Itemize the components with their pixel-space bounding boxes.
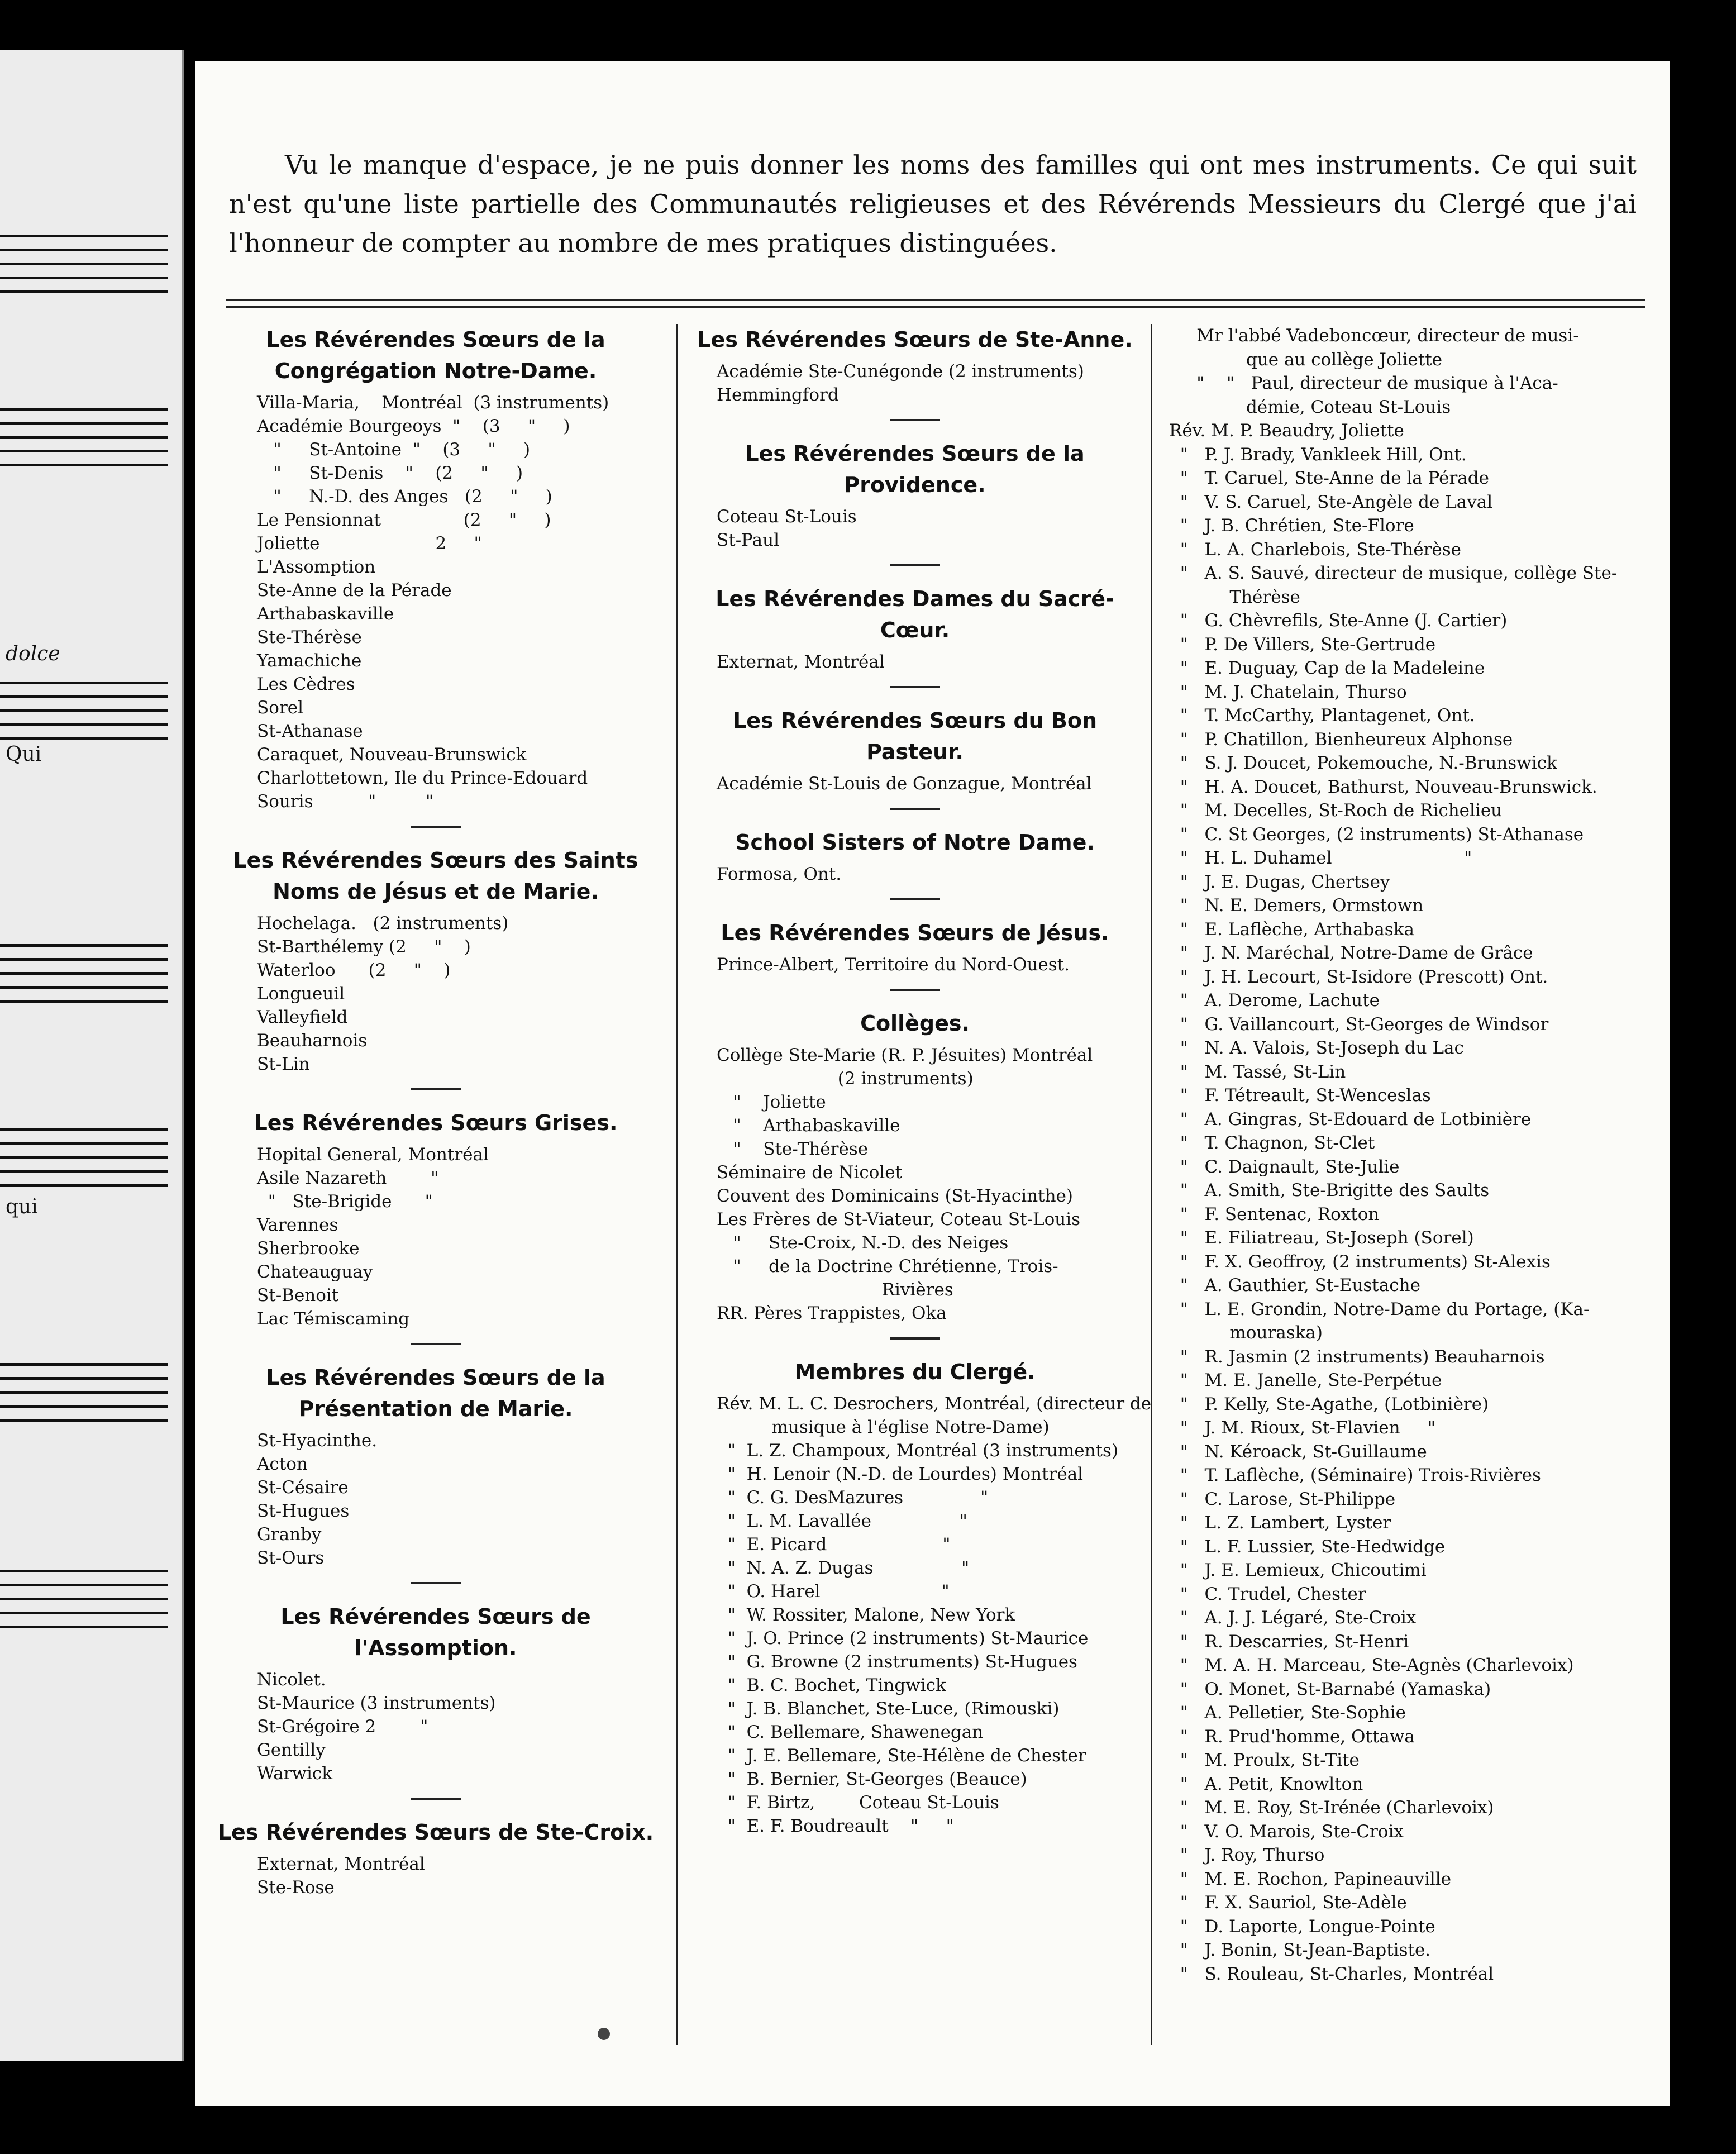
section-divider [411,1582,461,1584]
list-item: Warwick [257,1764,333,1784]
list-item: Externat, Montréal [257,1854,425,1874]
clergy-entry: " F. X. Sauriol, Ste-Adèle [1169,1893,1407,1913]
clergy-entry: " J. M. Rioux, St-Flavien " [1169,1418,1436,1438]
music-staff [0,944,168,1014]
clergy-entry: " E. Duguay, Cap de la Madeleine [1169,658,1485,678]
clergy-entry: " E. Filiatreau, St-Joseph (Sorel) [1169,1228,1474,1248]
list-item: Les Frères de St-Viateur, Coteau St-Louis [717,1209,1081,1230]
list-item: St-Benoit [257,1285,339,1305]
list-item: Sorel [257,698,303,718]
list-item: Hochelaga. (2 instruments) [257,913,509,933]
list-item: St-Ours [257,1548,325,1568]
list-item: " E. F. Boudreault " " [717,1816,954,1836]
intro-text: Vu le manque d'espace, je ne puis donner les noms des familles qui ont mes instruments. Ce qui suit n'est qu'une liste partielle des Communautés religieuses et des Révérends Messieurs du Clergé que j'ai l'honneur de compter au nombre de mes pratiques distinguées. [229,150,1637,258]
list-item: Villa-Maria, Montréal (3 instruments) [257,393,609,413]
clergy-entry: " M. Tassé, St-Lin [1169,1061,1346,1082]
intro-paragraph [229,145,1637,263]
clergy-entry: " A. Gauthier, St-Eustache [1169,1275,1420,1295]
list-item: Ste-Anne de la Pérade [257,580,452,601]
list-item: St-Barthélemy (2 " ) [257,937,471,957]
clergy-entry: " P. Chatillon, Bienheureux Alphonse [1169,729,1513,750]
column-colleges-clergy [676,324,1152,2045]
list-item: Waterloo (2 " ) [257,960,451,980]
clergy-entry: " T. Caruel, Ste-Anne de la Pérade [1169,468,1489,488]
clergy-entry: " " Paul, directeur de musique à l'Aca- [1169,373,1558,393]
section-heading: Les Révérendes Sœurs Grises. [254,1111,618,1135]
list-item: Caraquet, Nouveau-Brunswick [257,745,527,765]
list-item: Académie Bourgeoys " (3 " ) [257,416,570,436]
column-clergy-list [1151,324,1655,2045]
list-item: " Joliette [717,1092,826,1112]
section-heading: Les Révérendes Sœurs de l'Assomption. [280,1604,591,1660]
section-heading: Les Révérendes Sœurs de la Providence. [745,441,1085,497]
clergy-entry: " M. Decelles, St-Roch de Richelieu [1169,800,1503,821]
list-item: St-Lin [257,1054,310,1074]
list-item: Arthabaskaville [257,604,394,624]
clergy-entry: " J. Bonin, St-Jean-Baptiste. [1169,1940,1431,1960]
clergy-entry: " M. J. Chatelain, Thurso [1169,682,1407,702]
list-item: " Arthabaskaville [717,1116,900,1136]
music-staff [0,1570,168,1640]
section-divider [411,1798,461,1800]
clergy-entry: " J. H. Lecourt, St-Isidore (Prescott) Ont. [1169,966,1548,987]
community-section [678,917,1152,991]
clergy-entry: " R. Descarries, St-Henri [1169,1631,1409,1652]
list-item: (2 instruments) [717,1069,974,1089]
list-item: Coteau St-Louis [717,507,857,527]
section-heading: School Sisters of Notre Dame. [735,830,1095,855]
column-communities [195,324,676,1916]
section-heading: Membres du Clergé. [794,1360,1036,1384]
clergy-entry: " J. E. Dugas, Chertsey [1169,871,1390,892]
music-marking: dolce [6,642,60,665]
list-item: " C. G. DesMazures " [717,1488,989,1508]
document-page [195,61,1670,2106]
list-item: Externat, Montréal [717,652,885,672]
clergy-entry: " V. S. Caruel, Ste-Angèle de Laval [1169,492,1493,512]
clergy-entry: " P. Kelly, Ste-Agathe, (Lotbinière) [1169,1394,1489,1414]
music-staff [0,408,168,478]
list-item: Académie Ste-Cunégonde (2 instruments) [717,361,1084,382]
list-item: " St-Antoine " (3 " ) [257,440,531,460]
section-heading: Les Révérendes Sœurs de la Congrégation Notre-Dame. [266,327,605,383]
section-heading: Les Révérendes Sœurs des Saints Noms de Jésus et de Marie. [233,848,638,904]
list-item: St-Hugues [257,1501,350,1521]
section-heading: Les Révérendes Sœurs de la Présentation de Marie. [266,1365,605,1421]
clergy-entry: " H. A. Doucet, Bathurst, Nouveau-Brunswick. [1169,776,1597,797]
list-item: " L. M. Lavallée " [717,1511,967,1531]
section-divider [890,686,940,688]
clergy-entry: " P. J. Brady, Vankleek Hill, Ont. [1169,444,1467,465]
clergy-entry: " H. L. Duhamel " [1169,848,1472,868]
clergy-entry: " T. McCarthy, Plantagenet, Ont. [1169,706,1475,726]
list-item: " J. O. Prince (2 instruments) St-Maurice [717,1628,1089,1648]
clergy-entry: " A. Smith, Ste-Brigitte des Saults [1169,1180,1490,1200]
clergy-entry: " D. Laporte, Longue-Pointe [1169,1916,1435,1937]
list-item: St-Grégoire 2 " [257,1717,428,1737]
list-item: Acton [257,1454,308,1474]
clergy-entry: " R. Jasmin (2 instruments) Beauharnois [1169,1346,1545,1367]
clergy-entry: " G. Vaillancourt, St-Georges de Windsor [1169,1014,1549,1035]
music-staff [0,1128,168,1198]
clergy-entry: " E. Laflèche, Arthabaska [1169,919,1414,940]
list-item: St-Césaire [257,1478,349,1498]
list-item: Formosa, Ont. [717,864,842,884]
list-item: Longueuil [257,984,345,1004]
clergy-entry: " A. J. J. Légaré, Ste-Croix [1169,1608,1417,1628]
clergy-entry: " A. Derome, Lachute [1169,990,1380,1011]
clergy-entry: " M. E. Roy, St-Irénée (Charlevoix) [1169,1798,1494,1818]
clergy-entry: " L. E. Grondin, Notre-Dame du Portage, (Ka- [1169,1299,1590,1319]
section-divider [411,1343,461,1345]
clergy-entry: " M. E. Janelle, Ste-Perpétue [1169,1370,1442,1390]
list-item: " J. B. Blanchet, Ste-Luce, (Rimouski) [717,1699,1060,1719]
clergy-entry: " V. O. Marois, Ste-Croix [1169,1821,1404,1842]
list-item: " Ste-Brigide " [257,1192,433,1212]
list-item: Collège Ste-Marie (R. P. Jésuites) Montréal [717,1045,1093,1065]
section-heading: Les Révérendes Sœurs de Ste-Croix. [217,1820,654,1845]
list-item: RR. Pères Trappistes, Oka [717,1303,947,1323]
clergy-entry: " A. S. Sauvé, directeur de musique, collège Ste- [1169,563,1618,583]
list-item: Gentilly [257,1740,326,1760]
list-item: " de la Doctrine Chrétienne, Trois- [717,1256,1058,1276]
clergy-entry: Mr l'abbé Vadeboncœur, directeur de musi- [1169,326,1579,346]
clergy-entry: " L. A. Charlebois, Ste-Thérèse [1169,539,1462,560]
clergy-entry: " O. Monet, St-Barnabé (Yamaska) [1169,1679,1491,1699]
section-divider [890,898,940,900]
clergy-entry: " N. A. Valois, St-Joseph du Lac [1169,1038,1464,1058]
community-section [195,1362,676,1584]
clergy-entry: " A. Pelletier, Ste-Sophie [1169,1703,1406,1723]
list-item: Prince-Albert, Territoire du Nord-Ouest. [717,955,1070,975]
community-section [195,324,676,828]
list-item: " Ste-Croix, N.-D. des Neiges [717,1233,1009,1253]
list-item: " J. E. Bellemare, Ste-Hélène de Chester [717,1746,1086,1766]
community-section [678,324,1152,421]
community-section [195,845,676,1090]
section-divider [890,419,940,421]
clergy-entry: " J. E. Lemieux, Chicoutimi [1169,1560,1427,1580]
clergy-entry: " C. St Georges, (2 instruments) St-Athanase [1169,824,1584,845]
list-item: Charlottetown, Ile du Prince-Edouard [257,768,588,788]
clergy-entry: que au collège Joliette [1169,349,1443,370]
clergy-entry: " C. Daignault, Ste-Julie [1169,1156,1400,1177]
list-item: Le Pensionnat (2 " ) [257,510,551,530]
list-item: Sherbrooke [257,1238,360,1259]
lyric-text: qui [6,1195,38,1218]
clergy-entry: " T. Chagnon, St-Clet [1169,1133,1375,1153]
list-item: St-Athanase [257,721,363,741]
clergy-entry: mouraska) [1169,1323,1323,1343]
list-item: " C. Bellemare, Shawenegan [717,1722,984,1742]
list-item: " B. C. Bochet, Tingwick [717,1675,946,1695]
community-section [678,583,1152,688]
list-item: Rivières [717,1280,953,1300]
community-section [195,1817,676,1899]
double-rule-divider [226,299,1645,308]
list-item: St-Hyacinthe. [257,1431,378,1451]
list-item: " W. Rossiter, Malone, New York [717,1605,1015,1625]
list-item: " B. Bernier, St-Georges (Beauce) [717,1769,1027,1789]
list-item: Couvent des Dominicains (St-Hyacinthe) [717,1186,1074,1206]
clergy-entry: " S. J. Doucet, Pokemouche, N.-Brunswick [1169,753,1557,773]
clergy-entry: " F. Sentenac, Roxton [1169,1204,1380,1224]
list-item: Nicolet. [257,1670,326,1690]
music-staff [0,235,168,304]
section-heading: Collèges. [860,1011,970,1036]
clergy-entry: " P. De Villers, Ste-Gertrude [1169,634,1436,655]
ink-spot [598,2028,610,2040]
list-item: Beauharnois [257,1031,368,1051]
clergy-entry: " T. Laflèche, (Séminaire) Trois-Rivières [1169,1465,1541,1485]
list-item: Chateauguay [257,1262,373,1282]
list-item: " N. A. Z. Dugas " [717,1558,970,1578]
list-item: St-Maurice (3 instruments) [257,1693,496,1713]
community-section [195,1107,676,1345]
clergy-entry: démie, Coteau St-Louis [1169,397,1451,417]
clergy-entry: " F. X. Geoffroy, (2 instruments) St-Alexis [1169,1251,1551,1272]
list-item: musique à l'église Notre-Dame) [717,1417,1050,1437]
lyric-text: Qui [6,743,42,766]
section-heading: Les Révérendes Sœurs de Jésus. [721,921,1109,945]
section-divider [411,826,461,828]
section-heading: Les Révérendes Dames du Sacré-Cœur. [716,587,1114,642]
list-item: Granby [257,1524,322,1545]
list-item: Ste-Thérèse [257,627,362,647]
clergy-entry: " A. Gingras, St-Edouard de Lotbinière [1169,1109,1532,1130]
clergy-entry: " L. Z. Lambert, Lyster [1169,1513,1391,1533]
list-item: Valleyfield [257,1007,348,1027]
clergy-entry: " M. A. H. Marceau, Ste-Agnès (Charlevoix) [1169,1655,1574,1675]
list-item: Les Cèdres [257,674,355,694]
section-heading: Les Révérendes Sœurs de Ste-Anne. [697,327,1133,352]
section-divider [890,1337,940,1340]
list-item: " F. Birtz, Coteau St-Louis [717,1793,999,1813]
clergy-entry: " F. Tétreault, St-Wenceslas [1169,1085,1431,1105]
section-divider [890,564,940,566]
list-item: " Ste-Thérèse [717,1139,869,1159]
clergy-entry: " J. Roy, Thurso [1169,1845,1325,1865]
list-item: Hopital General, Montréal [257,1145,489,1165]
list-item: Varennes [257,1215,338,1235]
list-item: Lac Témiscaming [257,1309,410,1329]
clergy-entry: " C. Larose, St-Philippe [1169,1489,1396,1509]
clergy-entry: " M. E. Rochon, Papineauville [1169,1869,1452,1889]
clergy-entry: " L. F. Lussier, Ste-Hedwidge [1169,1536,1446,1557]
clergy-entry: " J. N. Maréchal, Notre-Dame de Grâce [1169,943,1533,963]
clergy-entry: " R. Prud'homme, Ottawa [1169,1726,1415,1747]
clergy-entry: " J. B. Chrétien, Ste-Flore [1169,516,1414,536]
section-divider [411,1088,461,1090]
community-section [678,705,1152,810]
community-section [678,827,1152,900]
clergy-entry: " N. Kéroack, St-Guillaume [1169,1441,1427,1462]
clergy-entry: Rév. M. P. Beaudry, Joliette [1169,421,1404,441]
list-item: Yamachiche [257,651,362,671]
community-section [195,1601,676,1800]
adjacent-music-page-edge [0,50,184,2061]
list-item: Séminaire de Nicolet [717,1162,903,1183]
list-item: Ste-Rose [257,1877,335,1898]
clergy-entry: " C. Trudel, Chester [1169,1584,1366,1604]
community-section [678,1356,1152,1838]
clergy-entry: " N. E. Demers, Ormstown [1169,895,1424,916]
list-item: Hemmingford [717,385,839,405]
list-item: " E. Picard " [717,1535,951,1555]
list-item: " L. Z. Champoux, Montréal (3 instruments) [717,1441,1119,1461]
community-section [678,1008,1152,1340]
section-divider [890,989,940,991]
list-item: " N.-D. des Anges (2 " ) [257,487,552,507]
list-item: " H. Lenoir (N.-D. de Lourdes) Montréal [717,1464,1084,1484]
list-item: " O. Harel " [717,1581,950,1602]
clergy-entry: " A. Petit, Knowlton [1169,1774,1363,1794]
list-item: " St-Denis " (2 " ) [257,463,523,483]
music-staff [0,1363,168,1433]
clergy-entry: Thérèse [1169,587,1300,607]
community-section [678,438,1152,566]
clergy-entry: " M. Proulx, St-Tite [1169,1750,1360,1770]
list-item: Joliette 2 " [257,533,482,554]
list-item: Académie St-Louis de Gonzague, Montréal [717,774,1092,794]
list-item: " G. Browne (2 instruments) St-Hugues [717,1652,1077,1672]
clergy-entry: " S. Rouleau, St-Charles, Montréal [1169,1964,1494,1984]
clergy-entry: " G. Chèvrefils, Ste-Anne (J. Cartier) [1169,611,1508,631]
list-item: Asile Nazareth " [257,1168,439,1188]
music-staff [0,682,168,751]
list-item: St-Paul [717,530,779,550]
section-heading: Les Révérendes Sœurs du Bon Pasteur. [733,708,1097,764]
list-item: Souris " " [257,792,434,812]
list-item: Rév. M. L. C. Desrochers, Montréal, (directeur de [717,1394,1152,1414]
list-item: L'Assomption [257,557,376,577]
section-divider [890,808,940,810]
